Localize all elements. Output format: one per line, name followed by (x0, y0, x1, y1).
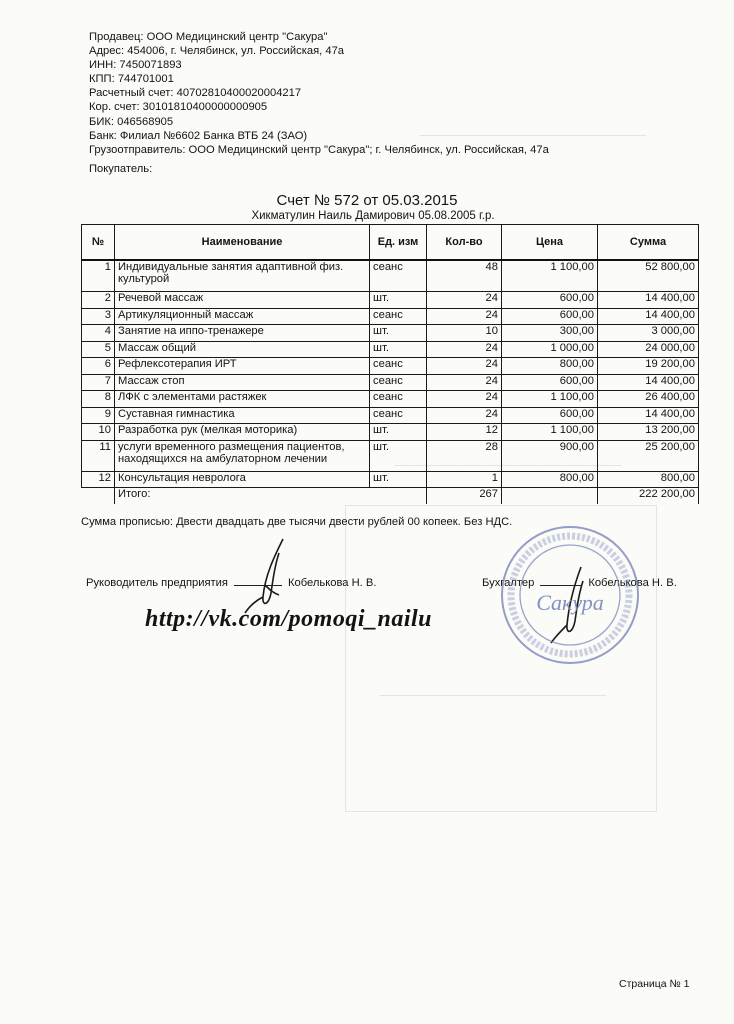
row-num: 6 (82, 358, 115, 375)
row-price: 600,00 (502, 292, 598, 309)
row-name: Массаж общий (115, 341, 370, 358)
table-row (82, 471, 699, 488)
row-sum: 25 200,00 (598, 440, 699, 471)
row-qty: 24 (427, 374, 502, 391)
row-qty: 24 (427, 358, 502, 375)
row-num: 4 (82, 325, 115, 342)
seller-kpp: КПП: 744701001 (89, 73, 174, 86)
table-row (82, 308, 699, 325)
row-sum: 13 200,00 (598, 424, 699, 441)
row-num: 9 (82, 407, 115, 424)
seller-shipper: Грузоотправитель: ООО Медицинский центр "Сакура"; г. Челябинск, ул. Российская, 47а (89, 143, 549, 156)
row-sum: 14 400,00 (598, 292, 699, 309)
show-through-text: ───────────────────────────── (395, 460, 622, 472)
row-price: 1 100,00 (502, 260, 598, 292)
buyer-label: Покупатель: (89, 163, 153, 175)
seller-name: Продавец: ООО Медицинский центр "Сакура" (89, 31, 328, 43)
col-header-qty: Кол-во (427, 225, 502, 261)
row-unit: сеанс (370, 358, 427, 375)
row-unit: шт. (370, 424, 427, 441)
row-price: 600,00 (502, 407, 598, 424)
row-name: Занятие на иппо-тренажере (115, 325, 370, 342)
table-row (82, 440, 699, 471)
row-unit: сеанс (370, 308, 427, 325)
row-unit: шт. (370, 292, 427, 309)
company-stamp (495, 520, 645, 670)
amount-in-words: Сумма прописью: Двести двадцать две тысячи двести рублей 00 копеек. Без НДС. (81, 516, 513, 528)
accountant-label: Бухгалтер (482, 577, 535, 589)
col-header-sum: Сумма (598, 225, 699, 261)
row-price: 800,00 (502, 358, 598, 375)
row-qty: 24 (427, 292, 502, 309)
stamp-text: Сакура (536, 590, 604, 615)
row-price: 300,00 (502, 325, 598, 342)
row-qty: 12 (427, 424, 502, 441)
row-name: Массаж стоп (115, 374, 370, 391)
row-name: Разработка рук (мелкая моторика) (115, 424, 370, 441)
row-price: 1 100,00 (502, 424, 598, 441)
row-sum: 14 400,00 (598, 308, 699, 325)
row-name: Речевой массаж (115, 292, 370, 309)
table-row (82, 292, 699, 309)
row-qty: 28 (427, 440, 502, 471)
accountant-name: Кобелькова Н. В. (588, 577, 677, 589)
row-name: Суставная гимнастика (115, 407, 370, 424)
row-num: 1 (82, 260, 115, 292)
director-name: Кобелькова Н. В. (287, 577, 377, 589)
col-header-unit: Ед. изм (370, 225, 427, 261)
row-price: 600,00 (502, 308, 598, 325)
row-sum: 52 800,00 (598, 260, 699, 292)
row-qty: 1 (427, 471, 502, 488)
seller-bik: БИК: 046568905 (89, 115, 174, 128)
show-through-text: ───────────────────────────── (380, 690, 607, 702)
row-name: Консультация невролога (115, 471, 370, 488)
row-name: ЛФК с элементами растяжек (115, 391, 370, 408)
director-signature-row (86, 577, 376, 589)
row-num: 8 (82, 391, 115, 408)
seller-corr-account: Кор. счет: 30101810400000000905 (89, 101, 268, 114)
row-unit: сеанс (370, 407, 427, 424)
row-num: 2 (82, 292, 115, 309)
table-header-row (82, 225, 699, 261)
row-unit: шт. (370, 341, 427, 358)
director-label: Руководитель предприятия (86, 577, 228, 589)
seller-block (89, 30, 549, 157)
row-num: 3 (82, 308, 115, 325)
row-qty: 24 (427, 407, 502, 424)
row-price: 1 000,00 (502, 341, 598, 358)
row-price: 800,00 (502, 471, 598, 488)
table-row (82, 407, 699, 424)
row-qty: 24 (427, 341, 502, 358)
director-signature (235, 535, 295, 615)
total-label: Итого: (115, 488, 427, 504)
total-qty: 267 (427, 488, 502, 504)
table-row (82, 341, 699, 358)
invoice-table (81, 224, 699, 504)
row-qty: 48 (427, 260, 502, 292)
row-unit: шт. (370, 471, 427, 488)
watermark-link[interactable]: http://vk.com/pomoqi_nailu (145, 606, 433, 632)
seller-bank: Банк: Филиал №6602 Банка ВТБ 24 (ЗАО) (89, 129, 308, 142)
col-header-num: № (82, 225, 115, 261)
seller-inn: ИНН: 7450071893 (89, 59, 182, 72)
row-unit: шт. (370, 325, 427, 342)
row-unit: шт. (370, 440, 427, 471)
row-sum: 800,00 (598, 471, 699, 488)
row-num: 5 (82, 341, 115, 358)
patient-line: Хикматулин Наиль Дамирович 05.08.2005 г.р. (251, 210, 495, 222)
row-price: 1 100,00 (502, 391, 598, 408)
total-spacer (82, 488, 115, 504)
row-name: Рефлексотерапия ИРТ (115, 358, 370, 375)
row-qty: 10 (427, 325, 502, 342)
row-num: 10 (82, 424, 115, 441)
invoice-title: Счет № 572 от 05.03.2015 (276, 192, 458, 209)
row-sum: 14 400,00 (598, 374, 699, 391)
row-unit: сеанс (370, 374, 427, 391)
table-row (82, 358, 699, 375)
row-unit: сеанс (370, 391, 427, 408)
table-row (82, 374, 699, 391)
total-sum: 222 200,00 (598, 488, 699, 504)
row-price: 900,00 (502, 440, 598, 471)
table-total-row (82, 488, 699, 504)
row-sum: 26 400,00 (598, 391, 699, 408)
row-sum: 14 400,00 (598, 407, 699, 424)
col-header-price: Цена (502, 225, 598, 261)
row-qty: 24 (427, 391, 502, 408)
row-unit: сеанс (370, 260, 427, 292)
seller-address: Адрес: 454006, г. Челябинск, ул. Российская, 47а (89, 45, 345, 58)
row-name: Артикуляционный массаж (115, 308, 370, 325)
row-price: 600,00 (502, 374, 598, 391)
seller-account: Расчетный счет: 40702810400020004217 (89, 87, 302, 100)
table-row (82, 325, 699, 342)
row-sum: 3 000,00 (598, 325, 699, 342)
row-num: 7 (82, 374, 115, 391)
row-sum: 24 000,00 (598, 341, 699, 358)
table-row (82, 424, 699, 441)
row-sum: 19 200,00 (598, 358, 699, 375)
row-qty: 24 (427, 308, 502, 325)
row-num: 11 (82, 440, 115, 471)
table-row (82, 391, 699, 408)
row-num: 12 (82, 471, 115, 488)
row-name: услуги временного размещения пациентов, находящихся на амбулаторном лечении (115, 440, 370, 471)
table-row (82, 260, 699, 292)
page-number: Страница № 1 (619, 978, 690, 990)
total-price-blank (502, 488, 598, 504)
show-through-text: ───────────────────────────── (420, 130, 647, 142)
col-header-name: Наименование (115, 225, 370, 261)
row-name: Индивидуальные занятия адаптивной физ. культурой (115, 260, 370, 292)
